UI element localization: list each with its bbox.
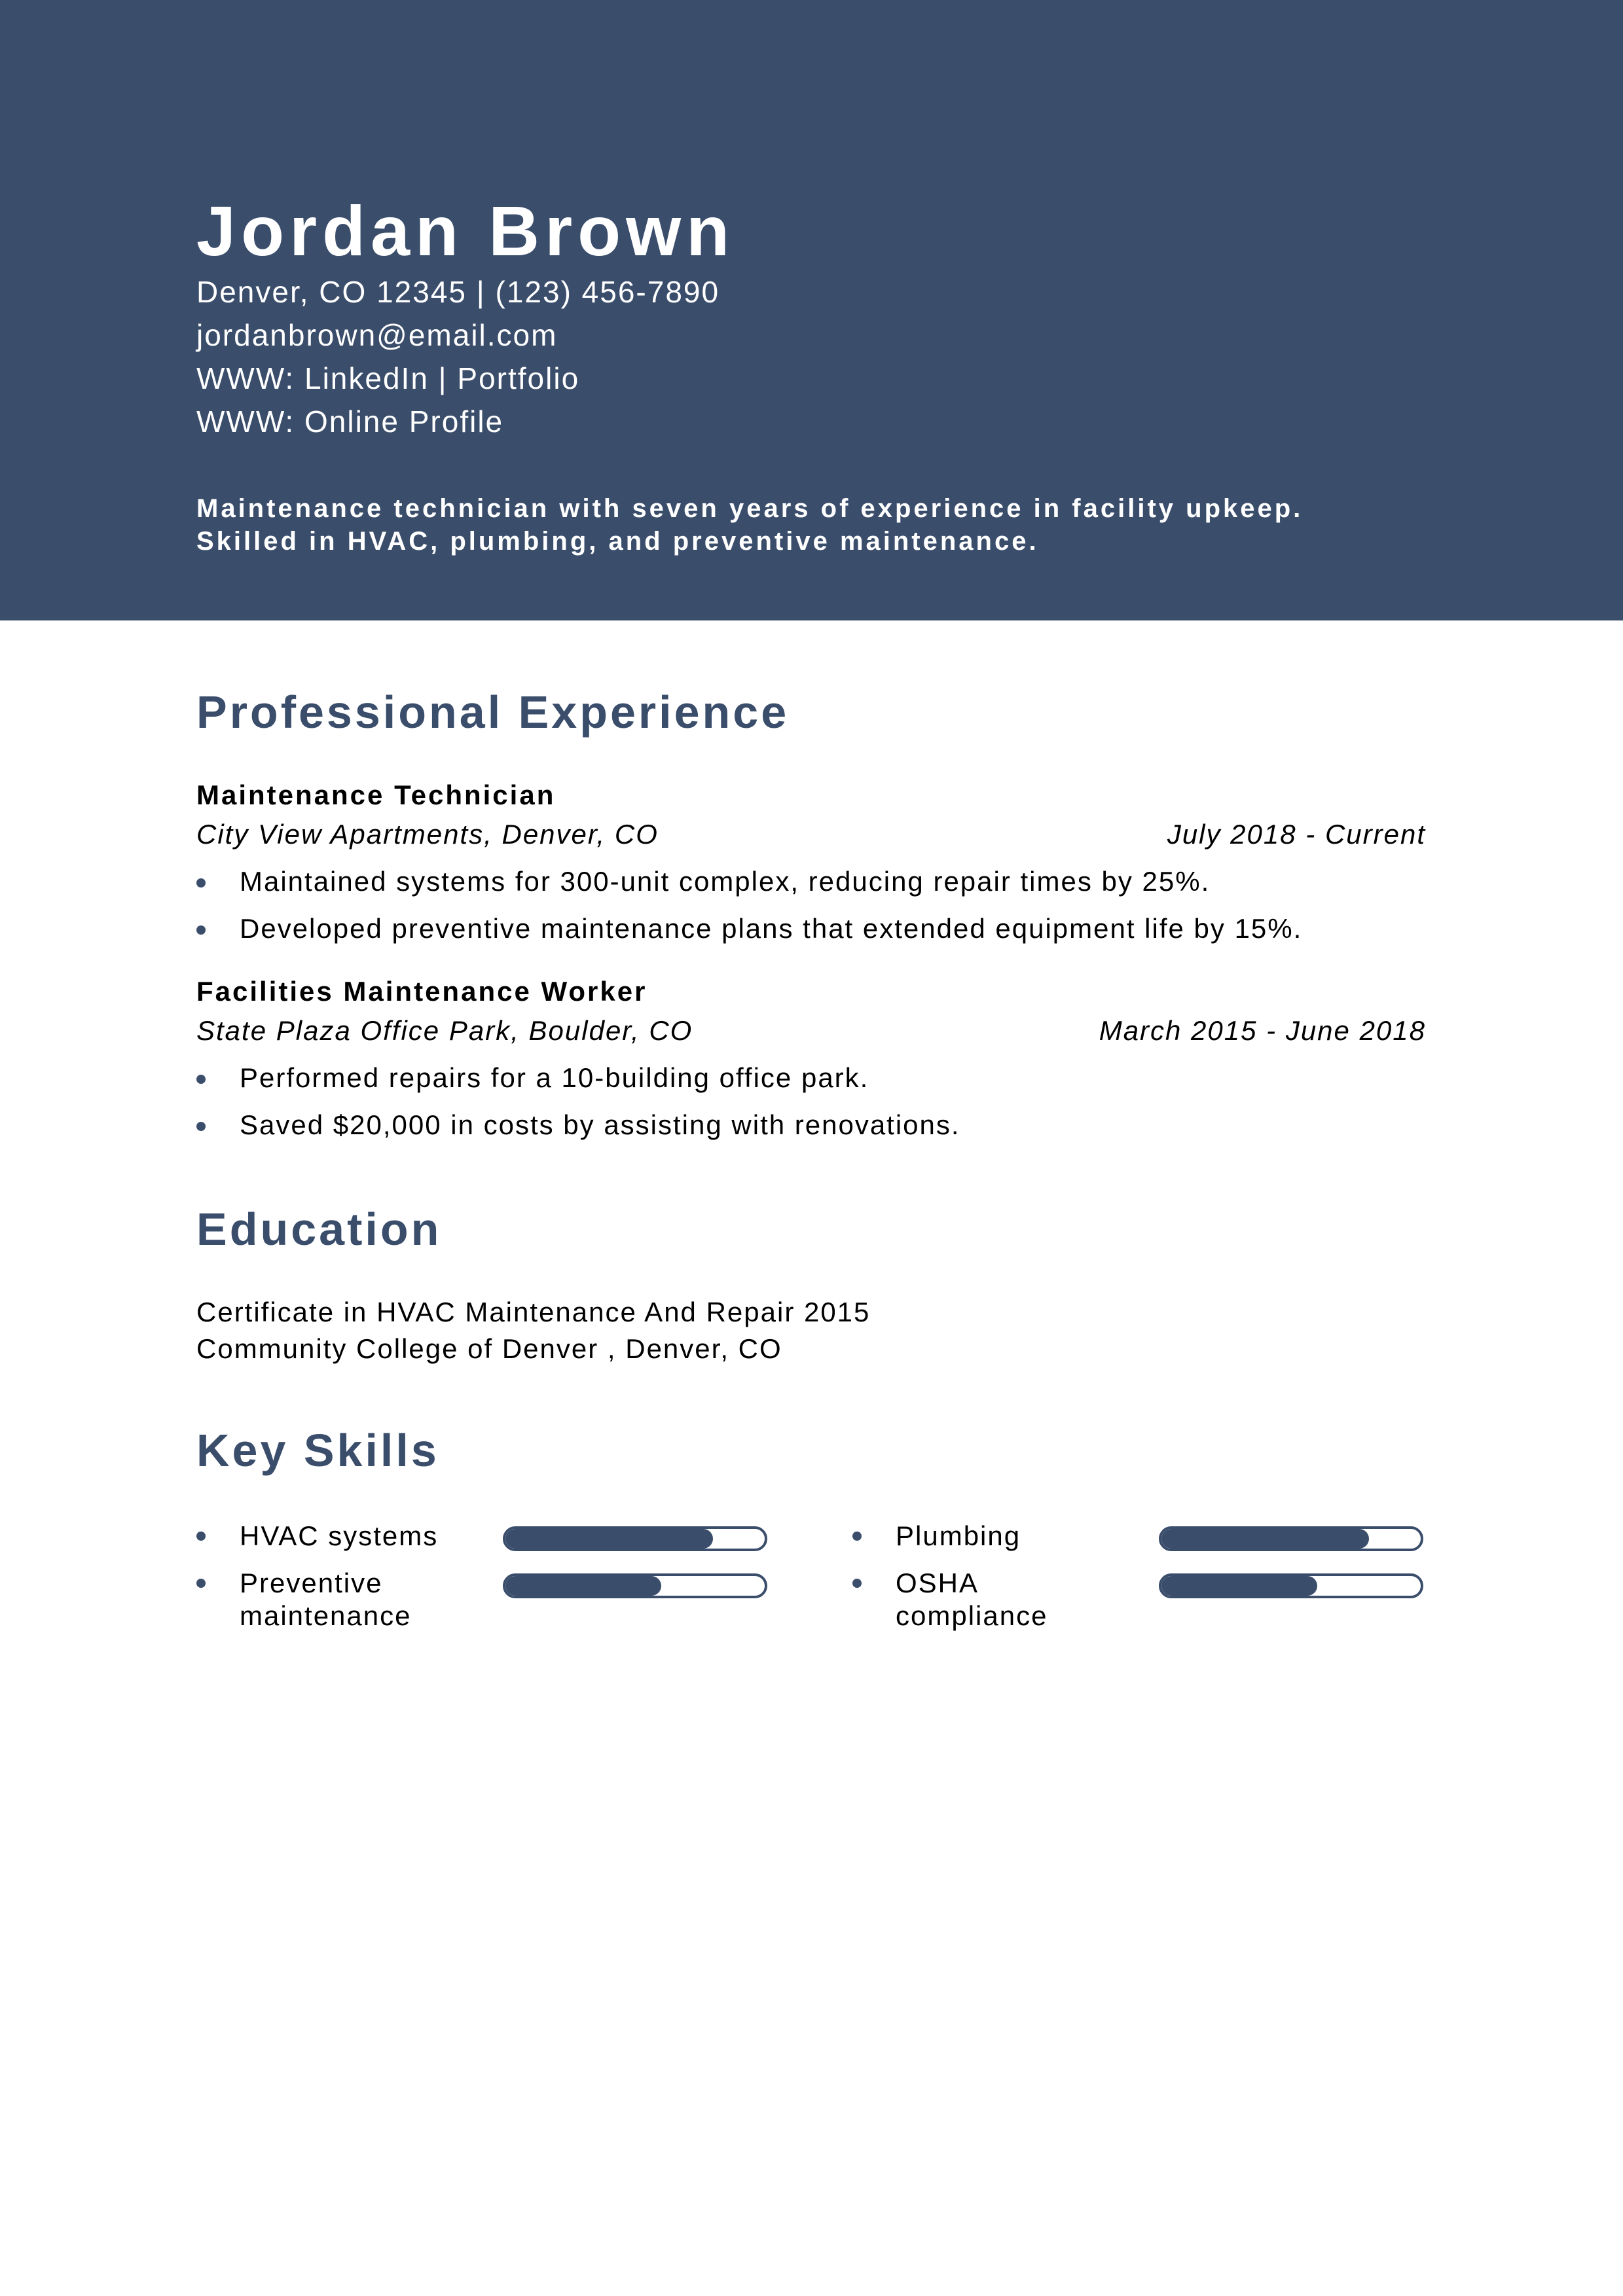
bullet-icon xyxy=(196,1075,206,1084)
skill-label: Plumbing xyxy=(896,1520,1021,1551)
skill-label: HVAC systems xyxy=(240,1520,439,1551)
skill-level-fill xyxy=(505,1529,713,1549)
skills-heading: Key Skills xyxy=(196,1425,439,1476)
resume-header xyxy=(0,0,1623,620)
job-company: City View Apartments, Denver, CO xyxy=(196,819,659,850)
job-meta xyxy=(196,818,1426,851)
contact-email: jordanbrown@email.com xyxy=(196,318,558,352)
contact-location-phone: Denver, CO 12345 | (123) 456-7890 xyxy=(196,275,720,309)
summary-line: Skilled in HVAC, plumbing, and preventive maintenance. xyxy=(196,527,1039,556)
contact-online-profile: WWW: Online Profile xyxy=(196,404,504,439)
education-school: Community College of Denver , Denver, CO xyxy=(196,1333,782,1364)
bullet-icon xyxy=(196,1532,206,1541)
job-meta xyxy=(196,1014,1426,1047)
skill-level-bar xyxy=(503,1573,767,1598)
summary-line: Maintenance technician with seven years of experience in facility upkeep. xyxy=(196,494,1304,523)
skill-level-fill xyxy=(1161,1529,1369,1549)
job-title: Facilities Maintenance Worker xyxy=(196,976,647,1007)
education-credential: Certificate in HVAC Maintenance And Repair 2015 xyxy=(196,1297,871,1327)
job-title: Maintenance Technician xyxy=(196,780,556,810)
experience-heading: Professional Experience xyxy=(196,687,790,738)
candidate-name: Jordan Brown xyxy=(196,191,735,270)
skill-level-fill xyxy=(505,1576,661,1596)
skill-level-bar xyxy=(503,1526,767,1551)
skill-label: Preventive maintenance xyxy=(240,1568,412,1631)
skill-level-bar xyxy=(1159,1573,1423,1598)
job-dates: March 2015 - June 2018 xyxy=(1099,1015,1426,1046)
education-heading: Education xyxy=(196,1204,442,1255)
skill-level-fill xyxy=(1161,1576,1317,1596)
bullet-icon xyxy=(196,1579,206,1588)
contact-links: WWW: LinkedIn | Portfolio xyxy=(196,361,580,395)
bullet-icon xyxy=(196,1122,206,1131)
job-company: State Plaza Office Park, Boulder, CO xyxy=(196,1015,693,1046)
bullet-icon xyxy=(196,925,206,935)
bullet-icon xyxy=(196,878,206,888)
bullet-icon xyxy=(852,1579,862,1588)
bullet-icon xyxy=(852,1532,862,1541)
professional-summary xyxy=(196,492,1303,558)
skill-label: OSHA compliance xyxy=(896,1568,1048,1631)
job-dates: July 2018 - Current xyxy=(1167,819,1426,850)
skill-level-bar xyxy=(1159,1526,1423,1551)
